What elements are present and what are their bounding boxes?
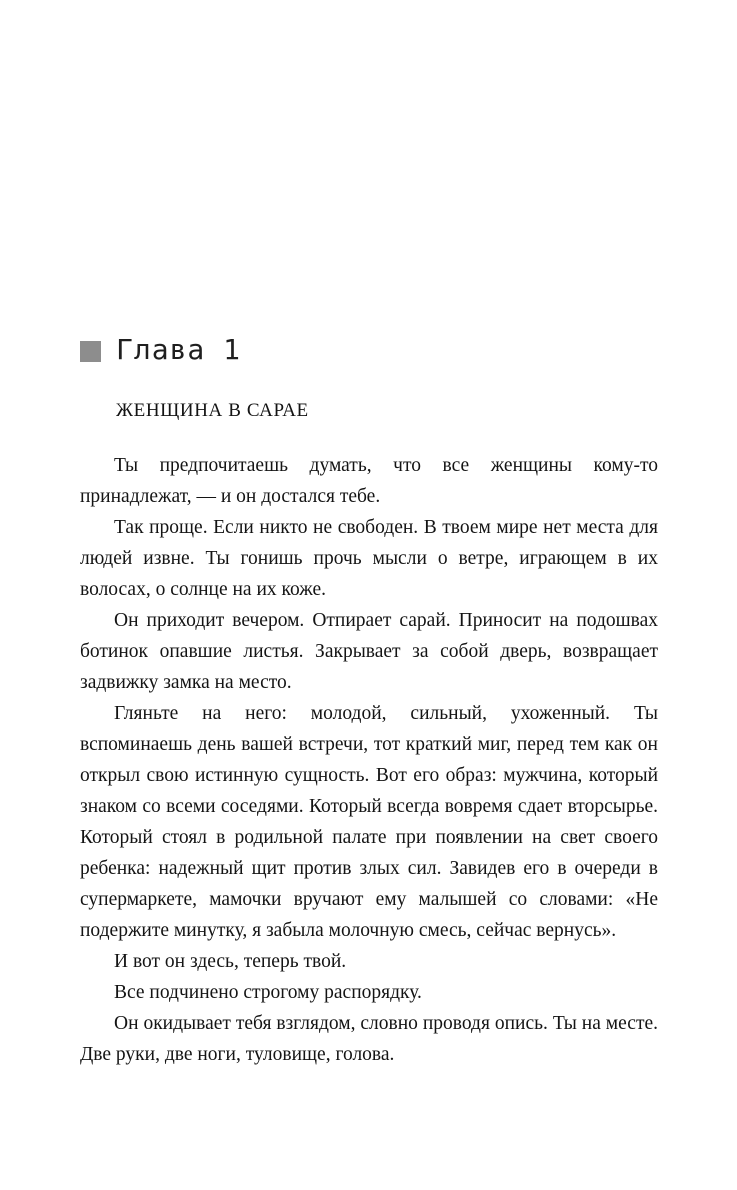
paragraph: И вот он здесь, теперь твой. [114,951,347,972]
paragraph: Все подчинено строгому распорядку. [114,982,422,1003]
chapter-heading [80,333,658,366]
section-subtitle: ЖЕНЩИНА В САРАЕ [116,400,309,421]
paragraph: Он окидывает тебя взглядом, словно проводя опись. Ты на месте. Две руки, две ноги, туловище, голова. [80,1013,658,1065]
paragraph: Гляньте на него: молодой, сильный, ухоженный. Ты вспоминаешь день вашей встречи, тот краткий миг, перед тем как он открыл свою истинную сущность. Вот его образ: мужчина, который знаком со всеми соседями. Который всегда вовремя сдает вторсырье. Который стоял в родильной палате при появлении на свет своего ребенка: надежный щит против злых сил. Завидев его в очереди в супермаркете, мамочки вручают ему малышей со словами: «Не подержите минутку, я забыла молочную смесь, сейчас вернусь». [80,703,658,941]
paragraph: Он приходит вечером. Отпирает сарай. Приносит на подошвах ботинок опавшие листья. Закрывает за собой дверь, возвращает задвижку замка на место. [80,610,658,693]
paragraph: Ты предпочитаешь думать, что все женщины кому-то принадлежат, — и он достался тебе. [80,455,658,507]
chapter-title: Глава 1 [116,333,242,366]
chapter-square-icon [80,341,101,362]
paragraph: Так проще. Если никто не свободен. В твоем мире нет места для людей извне. Ты гонишь прочь мысли о ветре, играющем в их волосах, о солнце на их коже. [80,517,658,600]
text-block [80,333,658,1070]
body-text [80,450,658,1070]
